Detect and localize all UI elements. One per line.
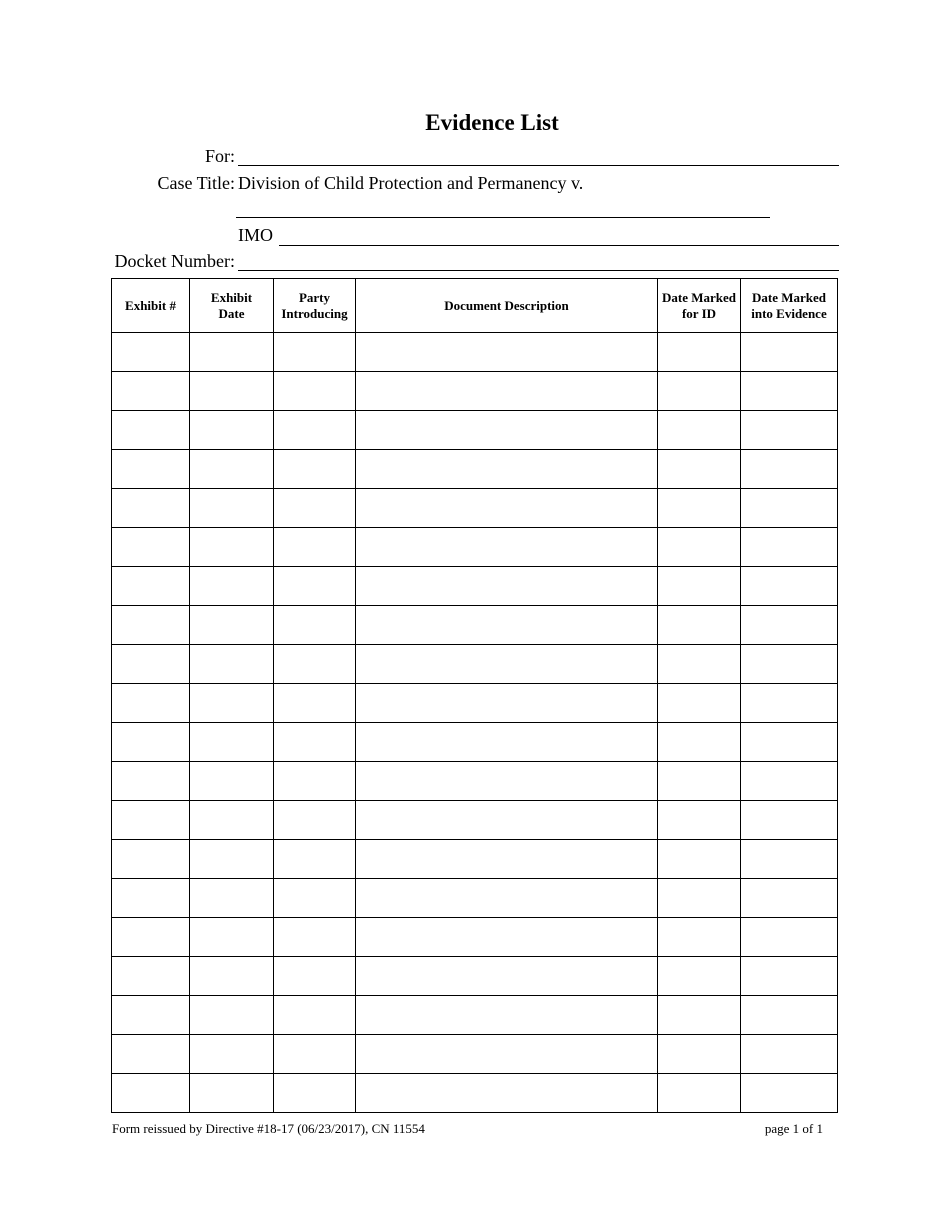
table-row [112, 957, 838, 996]
table-cell[interactable] [356, 372, 658, 411]
table-cell[interactable] [741, 411, 838, 450]
table-cell[interactable] [190, 645, 274, 684]
table-cell[interactable] [658, 840, 741, 879]
table-header-row [112, 279, 838, 333]
table-cell[interactable] [274, 957, 356, 996]
docket-number-label: Docket Number: [114, 251, 235, 271]
table-cell[interactable] [741, 645, 838, 684]
header-date-marked-into-evidence: Date Marked into Evidence [741, 279, 838, 333]
table-cell[interactable] [112, 996, 190, 1035]
table-cell[interactable] [741, 567, 838, 606]
table-cell[interactable] [356, 645, 658, 684]
table-cell[interactable] [274, 723, 356, 762]
table-cell[interactable] [274, 996, 356, 1035]
table-cell[interactable] [190, 567, 274, 606]
table-cell[interactable] [741, 1035, 838, 1074]
case-title-input-line[interactable] [236, 217, 770, 218]
table-cell[interactable] [190, 489, 274, 528]
table-cell[interactable] [741, 801, 838, 840]
case-title-label: Case Title: [157, 173, 235, 193]
table-cell[interactable] [112, 762, 190, 801]
table-cell[interactable] [190, 684, 274, 723]
table-cell[interactable] [658, 1035, 741, 1074]
table-row [112, 606, 838, 645]
table-cell[interactable] [190, 879, 274, 918]
docket-number-input-line[interactable] [238, 270, 839, 271]
table-cell[interactable] [658, 606, 741, 645]
table-row [112, 996, 838, 1035]
table-cell[interactable] [112, 372, 190, 411]
table-cell[interactable] [274, 645, 356, 684]
evidence-table [111, 278, 838, 1113]
table-cell[interactable] [112, 684, 190, 723]
table-row [112, 372, 838, 411]
table-cell[interactable] [356, 450, 658, 489]
table-cell[interactable] [274, 1035, 356, 1074]
table-cell[interactable] [658, 996, 741, 1035]
table-cell[interactable] [274, 840, 356, 879]
table-row [112, 450, 838, 489]
table-cell[interactable] [741, 762, 838, 801]
table-cell[interactable] [112, 918, 190, 957]
table-cell[interactable] [741, 957, 838, 996]
case-title-value: Division of Child Protection and Permanency v. [238, 173, 584, 193]
table-cell[interactable] [274, 528, 356, 567]
table-cell[interactable] [658, 645, 741, 684]
table-cell[interactable] [658, 684, 741, 723]
table-cell[interactable] [356, 957, 658, 996]
table-cell[interactable] [658, 957, 741, 996]
table-cell[interactable] [658, 411, 741, 450]
table-cell[interactable] [658, 333, 741, 372]
table-cell[interactable] [112, 411, 190, 450]
table-cell[interactable] [741, 489, 838, 528]
table-cell[interactable] [190, 1035, 274, 1074]
table-cell[interactable] [356, 801, 658, 840]
table-cell[interactable] [658, 489, 741, 528]
header-date-marked-for-id: Date Marked for ID [658, 279, 741, 333]
table-cell[interactable] [274, 918, 356, 957]
for-input-line[interactable] [238, 165, 839, 166]
table-cell[interactable] [356, 723, 658, 762]
table-cell[interactable] [741, 333, 838, 372]
form-reissue-note: Form reissued by Directive #18-17 (06/23/2017), CN 11554 [112, 1121, 425, 1136]
table-cell[interactable] [356, 840, 658, 879]
table-cell[interactable] [190, 840, 274, 879]
table-cell[interactable] [112, 333, 190, 372]
table-cell[interactable] [274, 450, 356, 489]
table-row [112, 567, 838, 606]
table-cell[interactable] [658, 450, 741, 489]
table-cell[interactable] [658, 801, 741, 840]
table-cell[interactable] [356, 918, 658, 957]
table-cell[interactable] [741, 996, 838, 1035]
table-cell[interactable] [356, 567, 658, 606]
imo-label: IMO [238, 225, 273, 245]
table-cell[interactable] [274, 489, 356, 528]
table-row [112, 762, 838, 801]
table-row [112, 645, 838, 684]
table-cell[interactable] [112, 879, 190, 918]
table-cell[interactable] [741, 918, 838, 957]
table-cell[interactable] [190, 762, 274, 801]
table-cell[interactable] [190, 918, 274, 957]
table-cell[interactable] [356, 879, 658, 918]
table-row [112, 723, 838, 762]
table-cell[interactable] [741, 450, 838, 489]
for-label: For: [204, 146, 235, 166]
table-cell[interactable] [741, 372, 838, 411]
imo-input-line[interactable] [279, 245, 839, 246]
table-cell[interactable] [741, 723, 838, 762]
table-cell[interactable] [190, 606, 274, 645]
table-cell[interactable] [658, 918, 741, 957]
table-row [112, 1074, 838, 1113]
table-cell[interactable] [356, 411, 658, 450]
table-cell[interactable] [741, 840, 838, 879]
table-cell[interactable] [356, 1074, 658, 1113]
table-cell[interactable] [190, 723, 274, 762]
table-cell[interactable] [112, 450, 190, 489]
table-cell[interactable] [112, 1074, 190, 1113]
table-cell[interactable] [356, 333, 658, 372]
table-cell[interactable] [112, 957, 190, 996]
table-cell[interactable] [741, 528, 838, 567]
table-cell[interactable] [112, 801, 190, 840]
table-cell[interactable] [190, 372, 274, 411]
table-cell[interactable] [112, 723, 190, 762]
table-cell[interactable] [658, 567, 741, 606]
table-cell[interactable] [274, 411, 356, 450]
table-row [112, 333, 838, 372]
table-cell[interactable] [190, 957, 274, 996]
table-cell[interactable] [112, 567, 190, 606]
table-cell[interactable] [356, 489, 658, 528]
table-cell[interactable] [112, 1035, 190, 1074]
table-cell[interactable] [356, 528, 658, 567]
table-cell[interactable] [741, 879, 838, 918]
table-cell[interactable] [658, 528, 741, 567]
table-cell[interactable] [190, 801, 274, 840]
table-cell[interactable] [190, 996, 274, 1035]
table-cell[interactable] [112, 645, 190, 684]
table-cell[interactable] [658, 723, 741, 762]
table-cell[interactable] [190, 528, 274, 567]
table-cell[interactable] [658, 1074, 741, 1113]
table-body [112, 333, 838, 1113]
table-cell[interactable] [356, 762, 658, 801]
table-row [112, 840, 838, 879]
table-cell[interactable] [741, 1074, 838, 1113]
table-cell[interactable] [274, 879, 356, 918]
table-cell[interactable] [658, 762, 741, 801]
table-cell[interactable] [190, 1074, 274, 1113]
table-cell[interactable] [274, 372, 356, 411]
header-exhibit-number: Exhibit # [112, 279, 190, 333]
table-cell[interactable] [190, 333, 274, 372]
table-cell[interactable] [274, 567, 356, 606]
table-cell[interactable] [741, 684, 838, 723]
table-cell[interactable] [356, 996, 658, 1035]
table-row [112, 489, 838, 528]
table-cell[interactable] [274, 1074, 356, 1113]
table-row [112, 1035, 838, 1074]
table-cell[interactable] [274, 333, 356, 372]
table-cell[interactable] [658, 372, 741, 411]
page-number: page 1 of 1 [764, 1121, 823, 1136]
table-cell[interactable] [356, 606, 658, 645]
table-cell[interactable] [274, 684, 356, 723]
header-exhibit-date: Exhibit Date [190, 279, 274, 333]
table-cell[interactable] [274, 801, 356, 840]
table-cell[interactable] [112, 606, 190, 645]
table-cell[interactable] [741, 606, 838, 645]
table-cell[interactable] [356, 684, 658, 723]
table-cell[interactable] [658, 879, 741, 918]
page-title: Evidence List [425, 110, 559, 135]
table-cell[interactable] [112, 840, 190, 879]
table-cell[interactable] [190, 450, 274, 489]
table-cell[interactable] [190, 411, 274, 450]
table-row [112, 879, 838, 918]
table-row [112, 801, 838, 840]
table-cell[interactable] [112, 489, 190, 528]
table-row [112, 528, 838, 567]
header-party-introducing: Party Introducing [274, 279, 356, 333]
table-row [112, 411, 838, 450]
table-cell[interactable] [274, 606, 356, 645]
table-cell[interactable] [112, 528, 190, 567]
table-cell[interactable] [356, 1035, 658, 1074]
table-cell[interactable] [274, 762, 356, 801]
table-row [112, 684, 838, 723]
table-row [112, 918, 838, 957]
header-document-description: Document Description [356, 279, 658, 333]
